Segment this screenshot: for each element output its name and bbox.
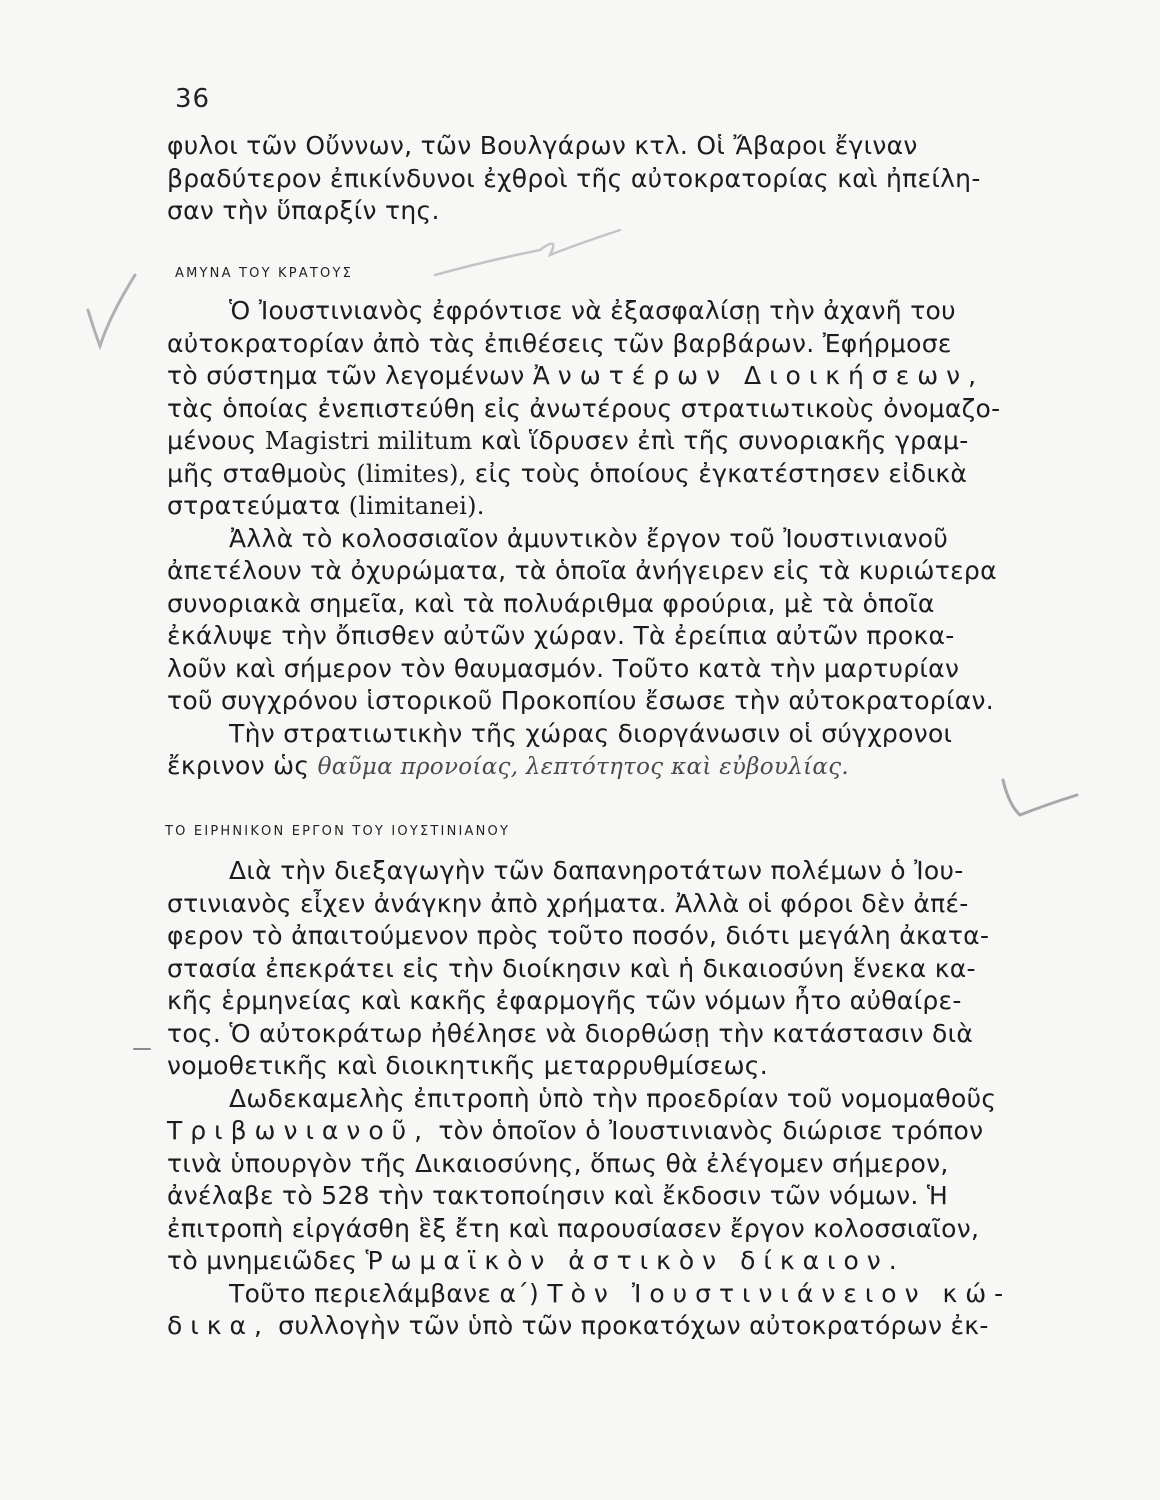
text-line xyxy=(167,458,1127,491)
text-line: σαν τὴν ὕπαρξίν της. xyxy=(167,196,440,225)
text-line: Δωδεκαμελὴς ἐπιτροπὴ ὑπὸ τὴν προεδρίαν τοῦ νομομαθοῦς xyxy=(229,1083,997,1113)
text-line: στινιανὸς εἶχεν ἀνάγκην ἀπὸ χρήματα. Ἀλλὰ οἱ φόροι δὲν ἀπέ- xyxy=(167,888,969,918)
intro-text xyxy=(167,130,1127,228)
text-segment: ἔκρινον ὡς xyxy=(167,751,318,780)
defense-paragraph-2 xyxy=(167,523,1127,718)
peace-section xyxy=(167,855,1127,1343)
spaced-term: Ῥωμαϊκὸν ἀστικὸν δίκαιον. xyxy=(365,1246,905,1275)
text-segment: Τοῦτο περιελάμβανε α΄) xyxy=(229,1278,548,1308)
text-line xyxy=(167,425,1127,458)
text-line: τινὰ ὑπουργὸν τῆς Δικαιοσύνης, ὅπως θὰ ἐλέγομεν σήμερον, xyxy=(167,1148,949,1178)
text-line xyxy=(167,360,1127,393)
text-line: λοῦν καὶ σήμερον τὸν θαυμασμόν. Τοῦτο κατὰ τὴν μαρτυρίαν xyxy=(167,653,960,683)
text-segment: μῆς σταθμοὺς xyxy=(167,458,357,488)
pencil-dash-icon xyxy=(132,1042,154,1056)
text-segment: τὸν ὁποῖον ὁ Ἰουστινιανὸς διώρισε τρόπον xyxy=(430,1116,984,1145)
text-line: συνοριακὰ σημεῖα, καὶ τὰ πολυάριθμα φρούρια, μὲ τὰ ὁποῖα xyxy=(167,588,935,618)
italic-phrase: θαῦμα προνοίας, λεπτότητος καὶ εὐβουλίας. xyxy=(317,754,850,780)
latin-term: Magistri militum xyxy=(264,427,473,455)
intro-paragraph xyxy=(167,130,1127,228)
spaced-term: Τριβωνιανοῦ, xyxy=(167,1116,431,1145)
defense-paragraph-1 xyxy=(167,295,1127,523)
latin-term: (limites), xyxy=(356,459,467,488)
text-segment: εἰς τοὺς ὁποίους ἐγκατέστησεν εἰδικὰ xyxy=(466,458,968,488)
text-line: Ὁ Ἰουστινιανὸς ἐφρόντισε νὰ ἐξασφαλίσῃ τὴν ἀχανῆ του xyxy=(229,296,956,325)
text-line: στασία ἐπεκράτει εἰς τὴν διοίκησιν καὶ ἡ δικαιοσύνη ἕνεκα κα- xyxy=(167,953,976,983)
defense-section xyxy=(167,295,1127,784)
latin-term: (limitanei). xyxy=(348,492,485,520)
text-line: ἐκάλυψε τὴν ὄπισθεν αὐτῶν χώραν. Τὰ ἐρείπια αὐτῶν προκα- xyxy=(167,621,955,650)
text-line: κῆς ἑρμηνείας καὶ κακῆς ἐφαρμογῆς τῶν νόμων ἦτο αὐθαίρε- xyxy=(167,986,962,1015)
section-heading-peace: ΤΟ ΕΙΡΗΝΙΚΟΝ ΕΡΓΟΝ ΤΟΥ ΙΟΥΣΤΙΝΙΑΝΟΥ xyxy=(165,824,511,839)
pencil-checkmark-icon xyxy=(80,270,140,350)
text-line: ἐπιτροπὴ εἰργάσθη ἓξ ἔτη καὶ παρουσίασεν ἔργον κολοσσιαῖον, xyxy=(167,1213,980,1243)
text-line: Ἀλλὰ τὸ κολοσσιαῖον ἀμυντικὸν ἔργον τοῦ Ἰουστινιανοῦ xyxy=(229,523,949,553)
section-heading-defense: ΑΜΥΝΑ ΤΟΥ ΚΡΑΤΟΥΣ xyxy=(175,266,354,281)
peace-paragraph-2 xyxy=(167,1083,1127,1278)
text-line: ἀνέλαβε τὸ 528 τὴν τακτοποίησιν καὶ ἔκδοσιν τῶν νόμων. Ἡ xyxy=(167,1181,949,1210)
spaced-term: Ἀνωτέρων Διοικήσεων, xyxy=(532,361,985,390)
peace-paragraph-1 xyxy=(167,855,1127,1083)
text-segment: στρατεύματα xyxy=(167,491,349,520)
text-line: τοῦ συγχρόνου ἱστορικοῦ Προκοπίου ἔσωσε τὴν αὐτοκρατορίαν. xyxy=(167,686,995,715)
text-line: τὰς ὁποίας ἐνεπιστεύθη εἰς ἀνωτέρους στρατιωτικοὺς ὀνομαζο- xyxy=(167,393,1001,423)
text-line: βραδύτερον ἐπικίνδυνοι ἐχθροὶ τῆς αὐτοκρατορίας καὶ ἠπείλη- xyxy=(167,163,981,193)
text-segment: καὶ ἵδρυσεν ἐπὶ τῆς συνοριακῆς γραμ- xyxy=(472,426,969,455)
peace-paragraph-3 xyxy=(167,1278,1127,1343)
text-line xyxy=(167,1310,1127,1343)
defense-paragraph-3 xyxy=(167,718,1127,784)
text-line: ἀπετέλουν τὰ ὀχυρώματα, τὰ ὁποῖα ἀνήγειρεν εἰς τὰ κυριώτερα xyxy=(167,556,997,585)
pencil-scribble-icon xyxy=(430,220,630,290)
text-line: Διὰ τὴν διεξαγωγὴν τῶν δαπανηροτάτων πολέμων ὁ Ἰου- xyxy=(229,856,964,885)
text-line: Τὴν στρατιωτικὴν τῆς χώρας διοργάνωσιν οἱ σύγχρονοι xyxy=(229,718,953,748)
text-segment: τὸ σύστημα τῶν λεγομένων xyxy=(167,361,533,390)
text-line: νομοθετικῆς καὶ διοικητικῆς μεταρρυθμίσεως. xyxy=(167,1051,769,1080)
text-line xyxy=(167,750,1127,784)
text-line xyxy=(167,490,1127,523)
text-segment: μένους xyxy=(167,426,265,455)
text-segment: συλλογὴν τῶν ὑπὸ τῶν προκατόχων αὐτοκρατόρων ἐκ- xyxy=(269,1311,989,1340)
text-segment: τὸ μνημειῶδες xyxy=(167,1246,366,1275)
text-line xyxy=(167,1115,1127,1148)
text-line: αὐτοκρατορίαν ἀπὸ τὰς ἐπιθέσεις τῶν βαρβάρων. Ἐφήρμοσε xyxy=(167,328,952,358)
spaced-term: Τὸν Ἰουστινιάνειον κώ- xyxy=(547,1278,1012,1308)
text-line xyxy=(167,1245,1127,1278)
text-line: φερον τὸ ἀπαιτούμενον πρὸς τοῦτο ποσόν, διότι μεγάλη ἀκατα- xyxy=(167,921,990,950)
spaced-term: δικα, xyxy=(167,1311,270,1340)
text-line xyxy=(167,1278,1127,1311)
page-number: 36 xyxy=(175,84,211,114)
text-line: φυλοι τῶν Οὔννων, τῶν Βουλγάρων κτλ. Οἱ Ἄβαροι ἔγιναν xyxy=(167,131,918,160)
text-line: τος. Ὁ αὐτοκράτωρ ἠθέλησε νὰ διορθώσῃ τὴν κατάστασιν διὰ xyxy=(167,1018,974,1048)
